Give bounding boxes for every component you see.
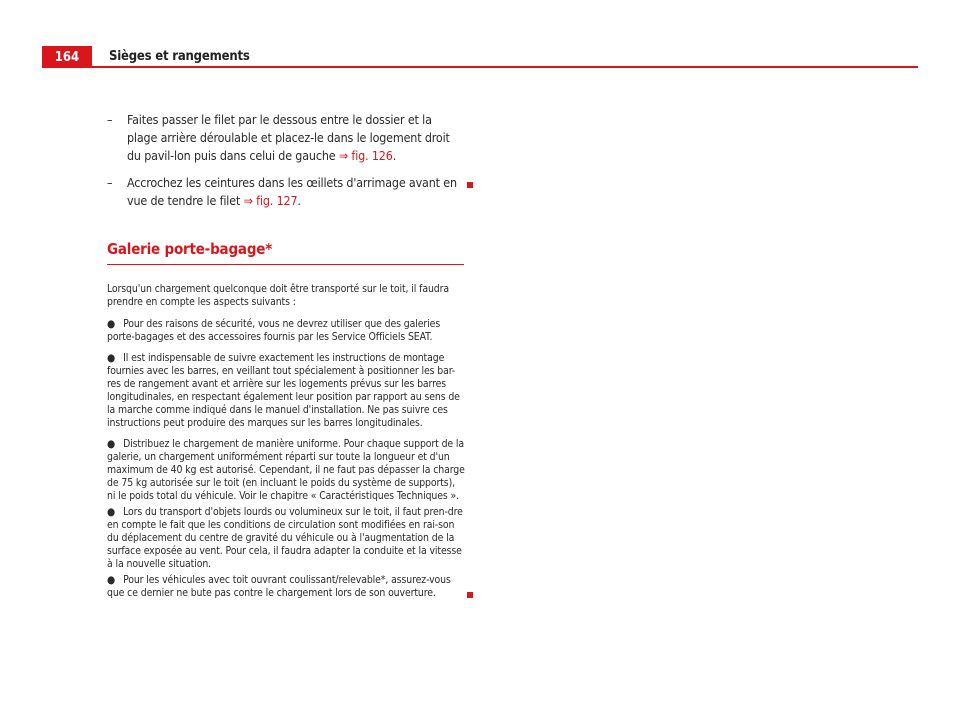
list-item <box>107 318 465 344</box>
list-item <box>107 506 465 571</box>
list-item-text: Distribuez le chargement de manière uniforme. Pour chaque support de la galerie, un chargement uniformément réparti sur toute la longueur et d'un maximum de 40 kg est autorisé. Cependant, il ne faut pas dépasser la charge de 75 kg autorisée sur le toit (en incluant le poids du système de supports), ni le poids total du véhicule. Voir le chapitre « Caractéristiques Techniques ». <box>107 438 465 502</box>
list-item-text: Pour des raisons de sécurité, vous ne devrez utiliser que des galeries porte-bagages et des accessoires fournis par les Service Officiels SEAT. <box>107 318 441 343</box>
instruction-step <box>107 111 465 165</box>
step-punctuation: . <box>297 193 301 208</box>
dash-marker: – <box>107 112 113 127</box>
page-content <box>107 111 465 608</box>
step-punctuation: . <box>392 148 397 163</box>
page-number: 164 <box>42 46 92 68</box>
section-end-marker <box>467 182 473 188</box>
intro-paragraph: Lorsqu'un chargement quelconque doit être transporté sur le toit, il faudra prendre en compte les aspects suivants : <box>107 283 449 308</box>
bullet-icon: ● <box>107 438 116 450</box>
header-rule <box>92 66 918 68</box>
section-title: Sièges et rangements <box>109 49 250 64</box>
step-text: Faites passer le filet par le dessous entre le dossier et la plage arrière déroulable et placez-le dans le logement droit du pavil-lon puis dans celui de gauche <box>127 112 450 163</box>
instruction-step <box>107 174 465 210</box>
list-item <box>107 574 465 600</box>
bullet-icon: ● <box>107 352 116 364</box>
bullet-icon: ● <box>107 318 116 330</box>
bullet-icon: ● <box>107 574 116 586</box>
dash-marker: – <box>107 175 113 190</box>
figure-reference-link[interactable]: ⇒ fig. 126 <box>338 148 393 163</box>
list-item-text: Lors du transport d'objets lourds ou volumineux sur le toit, il faut pren-dre en compte le fait que les conditions de circulation sont modifiées en rai-son du déplacement du centre de gravité du véhicule ou à l'augmentation de la surface exposée au vent. Pour cela, il faudra adapter la conduite et la vitesse à la nouvelle situation. <box>107 506 463 570</box>
figure-reference-link[interactable]: ⇒ fig. 127 <box>243 193 298 208</box>
section-heading: Galerie porte-bagage* <box>107 240 464 265</box>
list-item <box>107 352 465 430</box>
list-item-text: Il est indispensable de suivre exactement les instructions de montage fournies avec les barres, en veillant tout spécialement à positionner les bar-res de rangement avant et arrière sur les logements prévus sur les barres longitudinales, en respectant également leur position par rapport au sens de la marche comme indiqué dans le manuel d'installation. Ne pas suivre ces instructions peut produire des marques sur les barres longitudinales. <box>107 352 460 429</box>
list-item-text: Pour les véhicules avec toit ouvrant coulissant/relevable*, assurez-vous que ce dernier ne bute pas contre le chargement lors de son ouverture. <box>107 574 451 599</box>
step-text: Accrochez les ceintures dans les œillets d'arrimage avant en vue de tendre le filet <box>127 175 457 208</box>
list-item <box>107 438 465 503</box>
bullet-icon: ● <box>107 506 116 518</box>
section-end-marker <box>467 592 473 598</box>
